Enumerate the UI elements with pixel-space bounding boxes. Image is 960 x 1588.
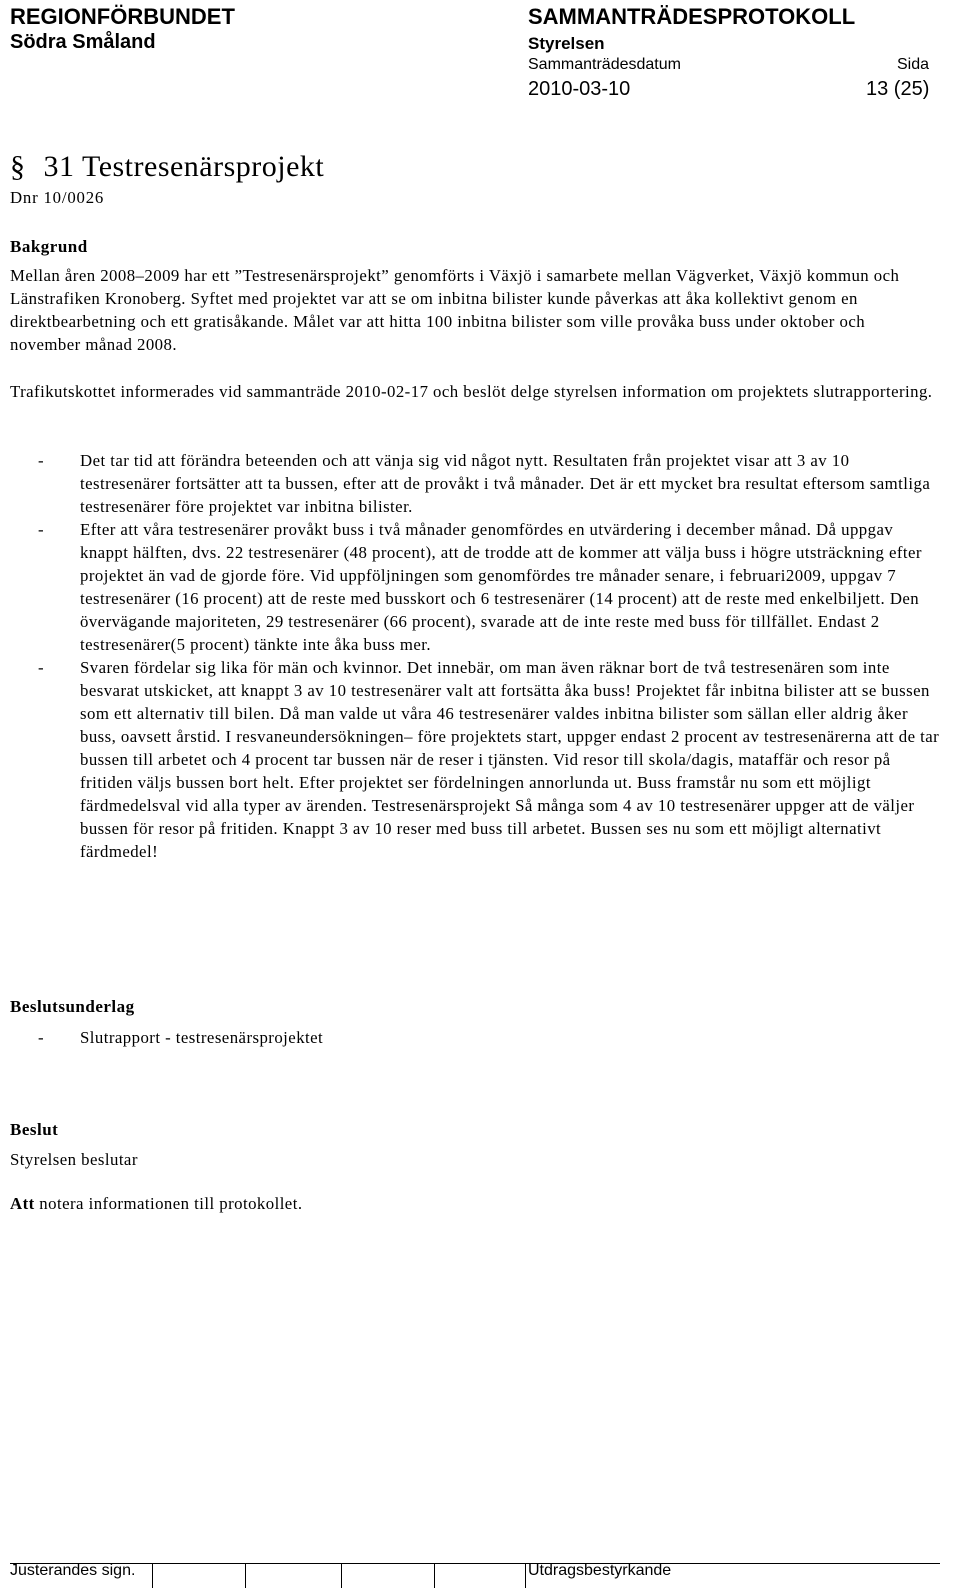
signature-box-divider (341, 1563, 342, 1588)
document-title: SAMMANTRÄDESPROTOKOLL (528, 4, 856, 29)
decision-statement (10, 1194, 302, 1214)
background-heading: Bakgrund (10, 237, 88, 256)
att-word: Att (10, 1194, 35, 1213)
decision-text: notera informationen till protokollet. (34, 1194, 303, 1213)
signature-box-divider (434, 1563, 435, 1588)
certification-label: Utdragsbestyrkande (528, 1562, 672, 1579)
decision-intro: Styrelsen beslutar (10, 1150, 138, 1169)
page-number: 13 (25) (866, 78, 930, 100)
case-number: Dnr 10/0026 (10, 188, 105, 207)
section-heading (10, 150, 324, 184)
org-name-line2: Södra Småland (10, 31, 156, 53)
background-paragraph (10, 264, 940, 356)
background-text: Mellan åren 2008–2009 har ett ”Testresenärsprojekt” genomförts i Växjö i samarbete mellan Vägverket, Växjö kommun och Länstrafiken Kronoberg. Syftet med projektet var att se om inbitna bilister kunde påverkas att åka kollektivt genom en direktbearbetning och ett gratisåkande. Målet var att hitta 100 inbitna bilister som ville provåka buss under oktober och november månad 2008. (10, 266, 900, 354)
meeting-date-label: Sammanträdesdatum (528, 56, 681, 73)
findings-list (10, 449, 940, 863)
meeting-date: 2010-03-10 (528, 78, 631, 100)
list-item: - Slutrapport - testresenärsprojektet (38, 1028, 324, 1047)
paragraph-symbol: § (10, 150, 26, 183)
list-item: - Efter att våra testresenärer provåkt buss i två månader genomfördes en utvärdering i december månad. Då uppgav knappt hälften, dvs. 22 testresenärer (48 procent), att de trodde att de kommer att välja buss i högre utsträckning efter projektet än vad de gjorde före. Vid uppföljningen som genomfördes tre månader senare, i februari2009, uppgav 7 testresenärer (16 procent) att de reste med busskort och 6 testresenärer (14 procent) att de reste med enkelbiljett. Den övervägande majoriteten, 29 testresenärer (66 procent), svarade att de inte reste med buss för tillfället. Endast 2 testresenärer(5 procent) tänkte inte åka buss mer. (38, 520, 922, 654)
footer-divider (10, 1563, 940, 1564)
section-title: 31 Testresenärsprojekt (43, 150, 325, 183)
committee-text: Trafikutskottet informerades vid sammanträde 2010-02-17 och beslöt delge styrelsen information om projektets slutrapportering. (10, 382, 933, 401)
signature-box-divider (245, 1563, 246, 1588)
basis-heading: Beslutsunderlag (10, 997, 135, 1016)
list-item-text: Svaren fördelar sig lika för män och kvinnor. Det innebär, om man även räknar bort de två testresenären som inte besvarat utskicket, att knappt 3 av 10 testresenärer valt att fortsätta åka buss! Projektet får inbitna bilister att se bussen som ett alternativ till bilen. Då man valde ut våra 46 testresenärer valdes inbitna bilister som sällan eller aldrig åker buss, oavsett årstid. I resvaneundersökningen– före projektets start, uppger endast 2 procent av testresenärerna att de tar bussen till arbetet och 4 procent tar bussen när de reser i tjänsten. Vid resor till skola/dagis, mataffär och resor på fritiden väljs bussen bort helt. Efter projektet ser fördelningen annorlunda ut. Buss framstår nu som ett möjligt färdmedelsval vid alla typer av ärenden. Testresenärsprojekt Så många som 4 av 10 testresenärer uppger att de väljer bussen för resor på fritiden. Knappt 3 av 10 reser med buss till arbetet. Bussen ses nu som ett möjligt alternativt färdmedel! (80, 658, 940, 861)
decision-heading: Beslut (10, 1120, 59, 1139)
basis-list (10, 1026, 940, 1049)
list-item: - Det tar tid att förändra beteenden och att vänja sig vid något nytt. Resultaten från projektet visar att 3 av 10 testresenärer fortsätter att ta bussen, efter att de provåkt i två månader. Det är ett mycket bra resultat eftersom samtliga testresenärer före projektet var inbitna bilister. (38, 451, 931, 516)
list-item: - Svaren fördelar sig lika för män och kvinnor. Det innebär, om man även räknar bort de två testresenären som inte besvarat utskicket, att knappt 3 av 10 testresenärer valt att fortsätta åka buss! Projektet får inbitna bilister att se bussen som ett alternativ till bilen. Då man valde ut våra 46 testresenärer valdes inbitna bilister som sällan eller aldrig åker buss, oavsett årstid. I resvaneundersökningen– före projektets start, uppger endast 2 procent av testresenärerna att de tar bussen till arbetet och 4 procent tar bussen när de reser i tjänsten. Vid resor till skola/dagis, mataffär och resor på fritiden väljs bussen bort helt. Efter projektet ser fördelningen annorlunda ut. Buss framstår nu som ett möjligt färdmedelsval vid alla typer av ärenden. Testresenärsprojekt Så många som 4 av 10 testresenärer uppger att de väljer bussen för resor på fritiden. Knappt 3 av 10 reser med buss till arbetet. Bussen ses nu som ett möjligt alternativt färdmedel! (38, 658, 940, 861)
org-name-line1: REGIONFÖRBUNDET (10, 4, 235, 29)
page-label: Sida (897, 56, 930, 73)
list-item-text: Slutrapport - testresenärsprojektet (80, 1028, 324, 1047)
signature-box-divider (152, 1563, 153, 1588)
committee-name: Styrelsen (528, 34, 605, 53)
list-item-text: Det tar tid att förändra beteenden och att vänja sig vid något nytt. Resultaten från projektet visar att 3 av 10 testresenärer fortsätter att ta bussen, efter att de provåkt i två månader. Det är ett mycket bra resultat eftersom samtliga testresenärer före projektet var inbitna bilister. (80, 451, 931, 516)
signature-label: Justerandes sign. (10, 1562, 136, 1579)
signature-box-divider (525, 1563, 526, 1588)
list-item-text: Efter att våra testresenärer provåkt buss i två månader genomfördes en utvärdering i december månad. Då uppgav knappt hälften, dvs. 22 testresenärer (48 procent), att de trodde att de kommer att välja buss i högre utsträckning efter projektet än vad de gjorde före. Vid uppföljningen som genomfördes tre månader senare, i februari2009, uppgav 7 testresenärer (16 procent) att de reste med busskort och 6 testresenärer (14 procent) att de reste med enkelbiljett. Den övervägande majoriteten, 29 testresenärer (66 procent), svarade att de inte reste med buss för tillfället. Endast 2 testresenärer(5 procent) tänkte inte åka buss mer. (80, 520, 922, 654)
committee-paragraph (10, 380, 940, 403)
